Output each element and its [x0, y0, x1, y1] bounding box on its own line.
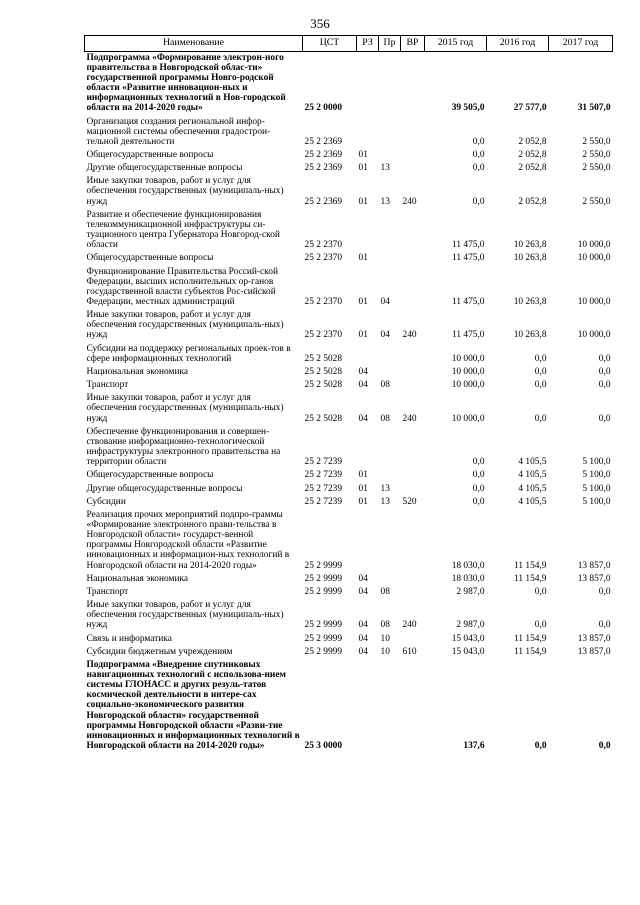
cell-name: Другие общегосударственные вопросы — [86, 163, 243, 174]
table-row — [85, 392, 613, 425]
cell-2016: 0,0 — [534, 741, 547, 752]
cell-2017: 13 857,0 — [577, 646, 611, 657]
cell-cst: 25 2 9999 — [304, 560, 342, 571]
cell-2016: 27 577,0 — [513, 103, 547, 114]
cell-name: Обеспечение функционирования и совершен-ствование информационно-технологической инфраструктуры электронного правительства на территории области — [86, 426, 281, 468]
header-pr: Пр — [379, 36, 401, 52]
cell-vr — [401, 379, 425, 392]
table-row — [85, 175, 613, 208]
cell-rz — [357, 116, 379, 149]
cell-2015: 10 000,0 — [451, 353, 485, 364]
cell-name: Реализация прочих мероприятий подпро-граммы «Формирование электронного прави-тельства в Новгородской области» государст-венной программы Новгородской области «Развитие инновационных и информацион-ных технологий в Новгородской области на 2014-2020 годы» — [86, 509, 290, 571]
cell-cst: 25 2 7239 — [304, 496, 342, 507]
cell-rz: 01 — [358, 196, 368, 207]
cell-2017: 10 000,0 — [577, 253, 611, 264]
cell-rz: 01 — [358, 163, 368, 174]
cell-2017: 0,0 — [598, 366, 611, 377]
cell-rz: 01 — [358, 330, 368, 341]
cell-2017: 2 550,0 — [582, 136, 611, 147]
cell-name: Транспорт — [86, 380, 129, 391]
cell-pr: 13 — [380, 163, 390, 174]
cell-vr — [401, 116, 425, 149]
cell-name: Иные закупки товаров, работ и услуг для обеспечения государственных (муниципаль-ных) нужд — [86, 176, 284, 207]
cell-2016: 10 263,8 — [513, 330, 547, 341]
cell-cst: 25 2 9999 — [304, 620, 342, 631]
cell-2017: 5 100,0 — [582, 483, 611, 494]
table-row — [85, 646, 613, 659]
cell-cst: 25 2 2370 — [304, 240, 342, 251]
table-row — [85, 343, 613, 366]
cell-cst: 25 2 9999 — [304, 646, 342, 657]
cell-pr — [379, 51, 401, 115]
cell-2015: 39 505,0 — [451, 103, 485, 114]
cell-pr: 04 — [380, 297, 390, 308]
cell-2016: 0,0 — [534, 620, 547, 631]
cell-vr — [401, 366, 425, 379]
cell-rz — [357, 659, 379, 753]
cell-rz: 04 — [358, 620, 368, 631]
cell-pr: 08 — [380, 413, 390, 424]
cell-pr — [379, 469, 401, 482]
budget-table — [84, 35, 613, 753]
cell-pr: 08 — [380, 620, 390, 631]
cell-vr — [401, 252, 425, 265]
table-row — [85, 659, 613, 753]
page-number: 356 — [310, 16, 330, 31]
cell-2015: 137,6 — [463, 741, 485, 752]
cell-2017: 5 100,0 — [582, 470, 611, 481]
cell-2017: 10 000,0 — [577, 330, 611, 341]
cell-2017: 2 550,0 — [582, 196, 611, 207]
cell-2015: 15 043,0 — [451, 633, 485, 644]
cell-rz: 04 — [358, 573, 368, 584]
cell-cst: 25 2 9999 — [304, 573, 342, 584]
cell-cst: 25 2 7239 — [304, 457, 342, 468]
cell-vr: 240 — [402, 330, 417, 341]
cell-cst: 25 2 5028 — [304, 380, 342, 391]
cell-2016: 0,0 — [534, 413, 547, 424]
table-row — [85, 509, 613, 573]
cell-rz — [357, 51, 379, 115]
table-row — [85, 469, 613, 482]
cell-pr — [379, 252, 401, 265]
cell-2016: 11 154,9 — [514, 646, 547, 657]
cell-name: Национальная экономика — [86, 573, 189, 584]
cell-pr: 10 — [380, 646, 390, 657]
cell-2017: 0,0 — [598, 741, 611, 752]
cell-2017: 5 100,0 — [582, 457, 611, 468]
cell-pr: 08 — [380, 380, 390, 391]
cell-2017: 0,0 — [598, 620, 611, 631]
cell-2016: 11 154,9 — [514, 633, 547, 644]
cell-pr — [379, 509, 401, 573]
cell-cst: 25 2 7239 — [304, 470, 342, 481]
cell-vr — [401, 162, 425, 175]
cell-2015: 0,0 — [472, 149, 485, 160]
cell-2017: 10 000,0 — [577, 297, 611, 308]
cell-cst: 25 2 5028 — [304, 366, 342, 377]
cell-vr: 240 — [402, 196, 417, 207]
cell-2015: 2 987,0 — [456, 620, 485, 631]
cell-rz: 04 — [358, 646, 368, 657]
cell-2017: 0,0 — [598, 413, 611, 424]
cell-rz: 04 — [358, 586, 368, 597]
cell-2015: 18 030,0 — [451, 560, 485, 571]
cell-2016: 11 154,9 — [514, 573, 547, 584]
cell-2015: 0,0 — [472, 136, 485, 147]
cell-cst: 25 2 5028 — [304, 413, 342, 424]
cell-rz — [357, 426, 379, 470]
cell-2015: 0,0 — [472, 496, 485, 507]
cell-vr: 240 — [402, 413, 417, 424]
cell-name: Общегосударственные вопросы — [86, 253, 214, 264]
cell-2015: 2 987,0 — [456, 586, 485, 597]
header-2017: 2017 год — [549, 36, 613, 52]
cell-name: Развитие и обеспечение функционирования телекоммуникационной инфраструктуры си-туационного центра Губернатора Новгород-ской области — [86, 209, 280, 251]
cell-name: Связь и информатика — [86, 633, 172, 644]
cell-name: Подпрограмма «Формирование электрон-ного правительства в Новгородской облас-ти» государственной программы Новго-родской области «Развитие инновацион-ных и информационных технологий в Нов-городской области на 2014-2020 годы» — [86, 52, 286, 114]
table-row — [85, 586, 613, 599]
cell-rz: 04 — [358, 633, 368, 644]
cell-2016: 10 263,8 — [513, 253, 547, 264]
cell-2015: 10 000,0 — [451, 366, 485, 377]
cell-pr: 13 — [380, 483, 390, 494]
cell-vr: 610 — [402, 646, 417, 657]
cell-2017: 13 857,0 — [577, 560, 611, 571]
table-row — [85, 266, 613, 310]
cell-2016: 4 105,5 — [518, 496, 547, 507]
cell-cst: 25 2 2370 — [304, 330, 342, 341]
cell-2017: 0,0 — [598, 353, 611, 364]
cell-rz: 01 — [358, 149, 368, 160]
cell-rz: 01 — [358, 253, 368, 264]
table-row — [85, 599, 613, 632]
cell-vr — [401, 469, 425, 482]
cell-cst: 25 2 2370 — [304, 253, 342, 264]
cell-2016: 4 105,5 — [518, 457, 547, 468]
cell-name: Иные закупки товаров, работ и услуг для обеспечения государственных (муниципаль-ных) нужд — [86, 393, 284, 424]
cell-2016: 10 263,8 — [513, 297, 547, 308]
cell-name: Функционирование Правительства Россий-ской Федерации, высших исполнительных ор-ганов государственной власти субъектов Рос-сийской Федерации, местных администраций — [86, 266, 278, 308]
cell-2016: 0,0 — [534, 353, 547, 364]
cell-name: Организация создания региональной инфор-мационной системы обеспечения градострои-тельной деятельности — [86, 116, 271, 147]
cell-rz: 01 — [358, 483, 368, 494]
cell-cst: 25 2 2369 — [304, 149, 342, 160]
cell-vr — [401, 343, 425, 366]
cell-vr — [401, 149, 425, 162]
cell-rz — [357, 509, 379, 573]
table-row — [85, 379, 613, 392]
header-2016: 2016 год — [487, 36, 549, 52]
cell-pr — [379, 659, 401, 753]
cell-2015: 11 475,0 — [452, 253, 485, 264]
cell-2017: 31 507,0 — [577, 103, 611, 114]
cell-2015: 0,0 — [472, 163, 485, 174]
cell-name: Субсидии — [86, 496, 126, 507]
cell-2016: 4 105,5 — [518, 470, 547, 481]
cell-2016: 4 105,5 — [518, 483, 547, 494]
cell-2016: 0,0 — [534, 586, 547, 597]
cell-2016: 10 263,8 — [513, 240, 547, 251]
table-row — [85, 51, 613, 115]
cell-pr: 04 — [380, 330, 390, 341]
cell-pr — [379, 209, 401, 253]
table-row — [85, 633, 613, 646]
cell-vr: 520 — [402, 496, 417, 507]
cell-name: Подпрограмма «Внедрение спутниковых навигационных технологий с использова-нием системы ГЛОНАСС и других резуль-татов космической деятельности в интере-сах социально-экономического развития Новгородской области» государственной программы Новгородской области «Разви-тие инновационных и информационных технологий в Новгородской области на 2014-2020 годы» — [86, 659, 300, 752]
cell-rz: 04 — [358, 380, 368, 391]
header-cst: ЦСТ — [303, 36, 357, 52]
cell-vr — [401, 659, 425, 753]
table-row — [85, 162, 613, 175]
cell-name: Субсидии бюджетным учреждениям — [86, 646, 233, 657]
cell-2015: 0,0 — [472, 196, 485, 207]
cell-vr — [401, 209, 425, 253]
table-row — [85, 496, 613, 509]
cell-name: Общегосударственные вопросы — [86, 149, 214, 160]
cell-rz: 01 — [358, 496, 368, 507]
cell-cst: 25 2 0000 — [304, 103, 342, 114]
cell-vr: 240 — [402, 620, 417, 631]
cell-cst: 25 2 9999 — [304, 633, 342, 644]
cell-2016: 2 052,8 — [518, 136, 547, 147]
cell-cst: 25 2 2369 — [304, 196, 342, 207]
cell-pr — [379, 426, 401, 470]
cell-rz: 01 — [358, 297, 368, 308]
table-header — [85, 36, 613, 52]
cell-vr — [401, 426, 425, 470]
table-row — [85, 149, 613, 162]
cell-2017: 2 550,0 — [582, 163, 611, 174]
cell-cst: 25 2 7239 — [304, 483, 342, 494]
cell-rz: 04 — [358, 413, 368, 424]
cell-2015: 15 043,0 — [451, 646, 485, 657]
cell-name: Транспорт — [86, 586, 129, 597]
cell-vr — [401, 51, 425, 115]
cell-2016: 2 052,8 — [518, 196, 547, 207]
cell-2015: 18 030,0 — [451, 573, 485, 584]
cell-rz — [357, 209, 379, 253]
cell-2015: 10 000,0 — [451, 413, 485, 424]
cell-pr — [379, 116, 401, 149]
table-row — [85, 573, 613, 586]
cell-2016: 2 052,8 — [518, 149, 547, 160]
cell-cst: 25 2 2369 — [304, 136, 342, 147]
header-vr: ВР — [401, 36, 425, 52]
cell-vr — [401, 586, 425, 599]
table-row — [85, 209, 613, 253]
cell-2015: 11 475,0 — [452, 297, 485, 308]
cell-cst: 25 3 0000 — [304, 741, 342, 752]
cell-2017: 13 857,0 — [577, 633, 611, 644]
cell-cst: 25 2 2369 — [304, 163, 342, 174]
cell-pr — [379, 343, 401, 366]
cell-pr — [379, 366, 401, 379]
table-row — [85, 252, 613, 265]
cell-name: Субсидии на поддержку региональных проек-тов в сфере информационных технологий — [86, 343, 291, 364]
cell-name: Иные закупки товаров, работ и услуг для обеспечения государственных (муниципаль-ных) нужд — [86, 310, 284, 341]
cell-2015: 0,0 — [472, 470, 485, 481]
cell-2017: 5 100,0 — [582, 496, 611, 507]
cell-2016: 0,0 — [534, 366, 547, 377]
cell-pr: 10 — [380, 633, 390, 644]
header-name: Наименование — [85, 36, 303, 52]
cell-name: Национальная экономика — [86, 366, 189, 377]
cell-vr — [401, 483, 425, 496]
cell-rz: 01 — [358, 470, 368, 481]
cell-2016: 11 154,9 — [514, 560, 547, 571]
cell-2015: 10 000,0 — [451, 380, 485, 391]
cell-2017: 0,0 — [598, 380, 611, 391]
cell-name: Иные закупки товаров, работ и услуг для обеспечения государственных (муниципаль-ных) нужд — [86, 600, 284, 631]
cell-cst: 25 2 5028 — [304, 353, 342, 364]
cell-pr: 13 — [380, 196, 390, 207]
cell-vr — [401, 573, 425, 586]
cell-vr — [401, 633, 425, 646]
cell-pr: 13 — [380, 496, 390, 507]
cell-rz — [357, 343, 379, 366]
cell-2015: 11 475,0 — [452, 240, 485, 251]
cell-cst: 25 2 2370 — [304, 297, 342, 308]
cell-rz: 04 — [358, 366, 368, 377]
table-row — [85, 116, 613, 149]
cell-2017: 2 550,0 — [582, 149, 611, 160]
cell-pr: 08 — [380, 586, 390, 597]
cell-vr — [401, 266, 425, 310]
cell-pr — [379, 149, 401, 162]
cell-2017: 13 857,0 — [577, 573, 611, 584]
cell-2015: 11 475,0 — [452, 330, 485, 341]
table-row — [85, 483, 613, 496]
cell-pr — [379, 573, 401, 586]
cell-2016: 2 052,8 — [518, 163, 547, 174]
cell-vr — [401, 509, 425, 573]
cell-2015: 0,0 — [472, 457, 485, 468]
table-body — [85, 51, 613, 753]
cell-2017: 0,0 — [598, 586, 611, 597]
table-row — [85, 309, 613, 342]
cell-name: Общегосударственные вопросы — [86, 470, 214, 481]
cell-2016: 0,0 — [534, 380, 547, 391]
table-row — [85, 426, 613, 470]
header-rz: РЗ — [357, 36, 379, 52]
cell-cst: 25 2 9999 — [304, 586, 342, 597]
cell-name: Другие общегосударственные вопросы — [86, 483, 243, 494]
header-2015: 2015 год — [425, 36, 487, 52]
cell-2015: 0,0 — [472, 483, 485, 494]
cell-2017: 10 000,0 — [577, 240, 611, 251]
table-row — [85, 366, 613, 379]
